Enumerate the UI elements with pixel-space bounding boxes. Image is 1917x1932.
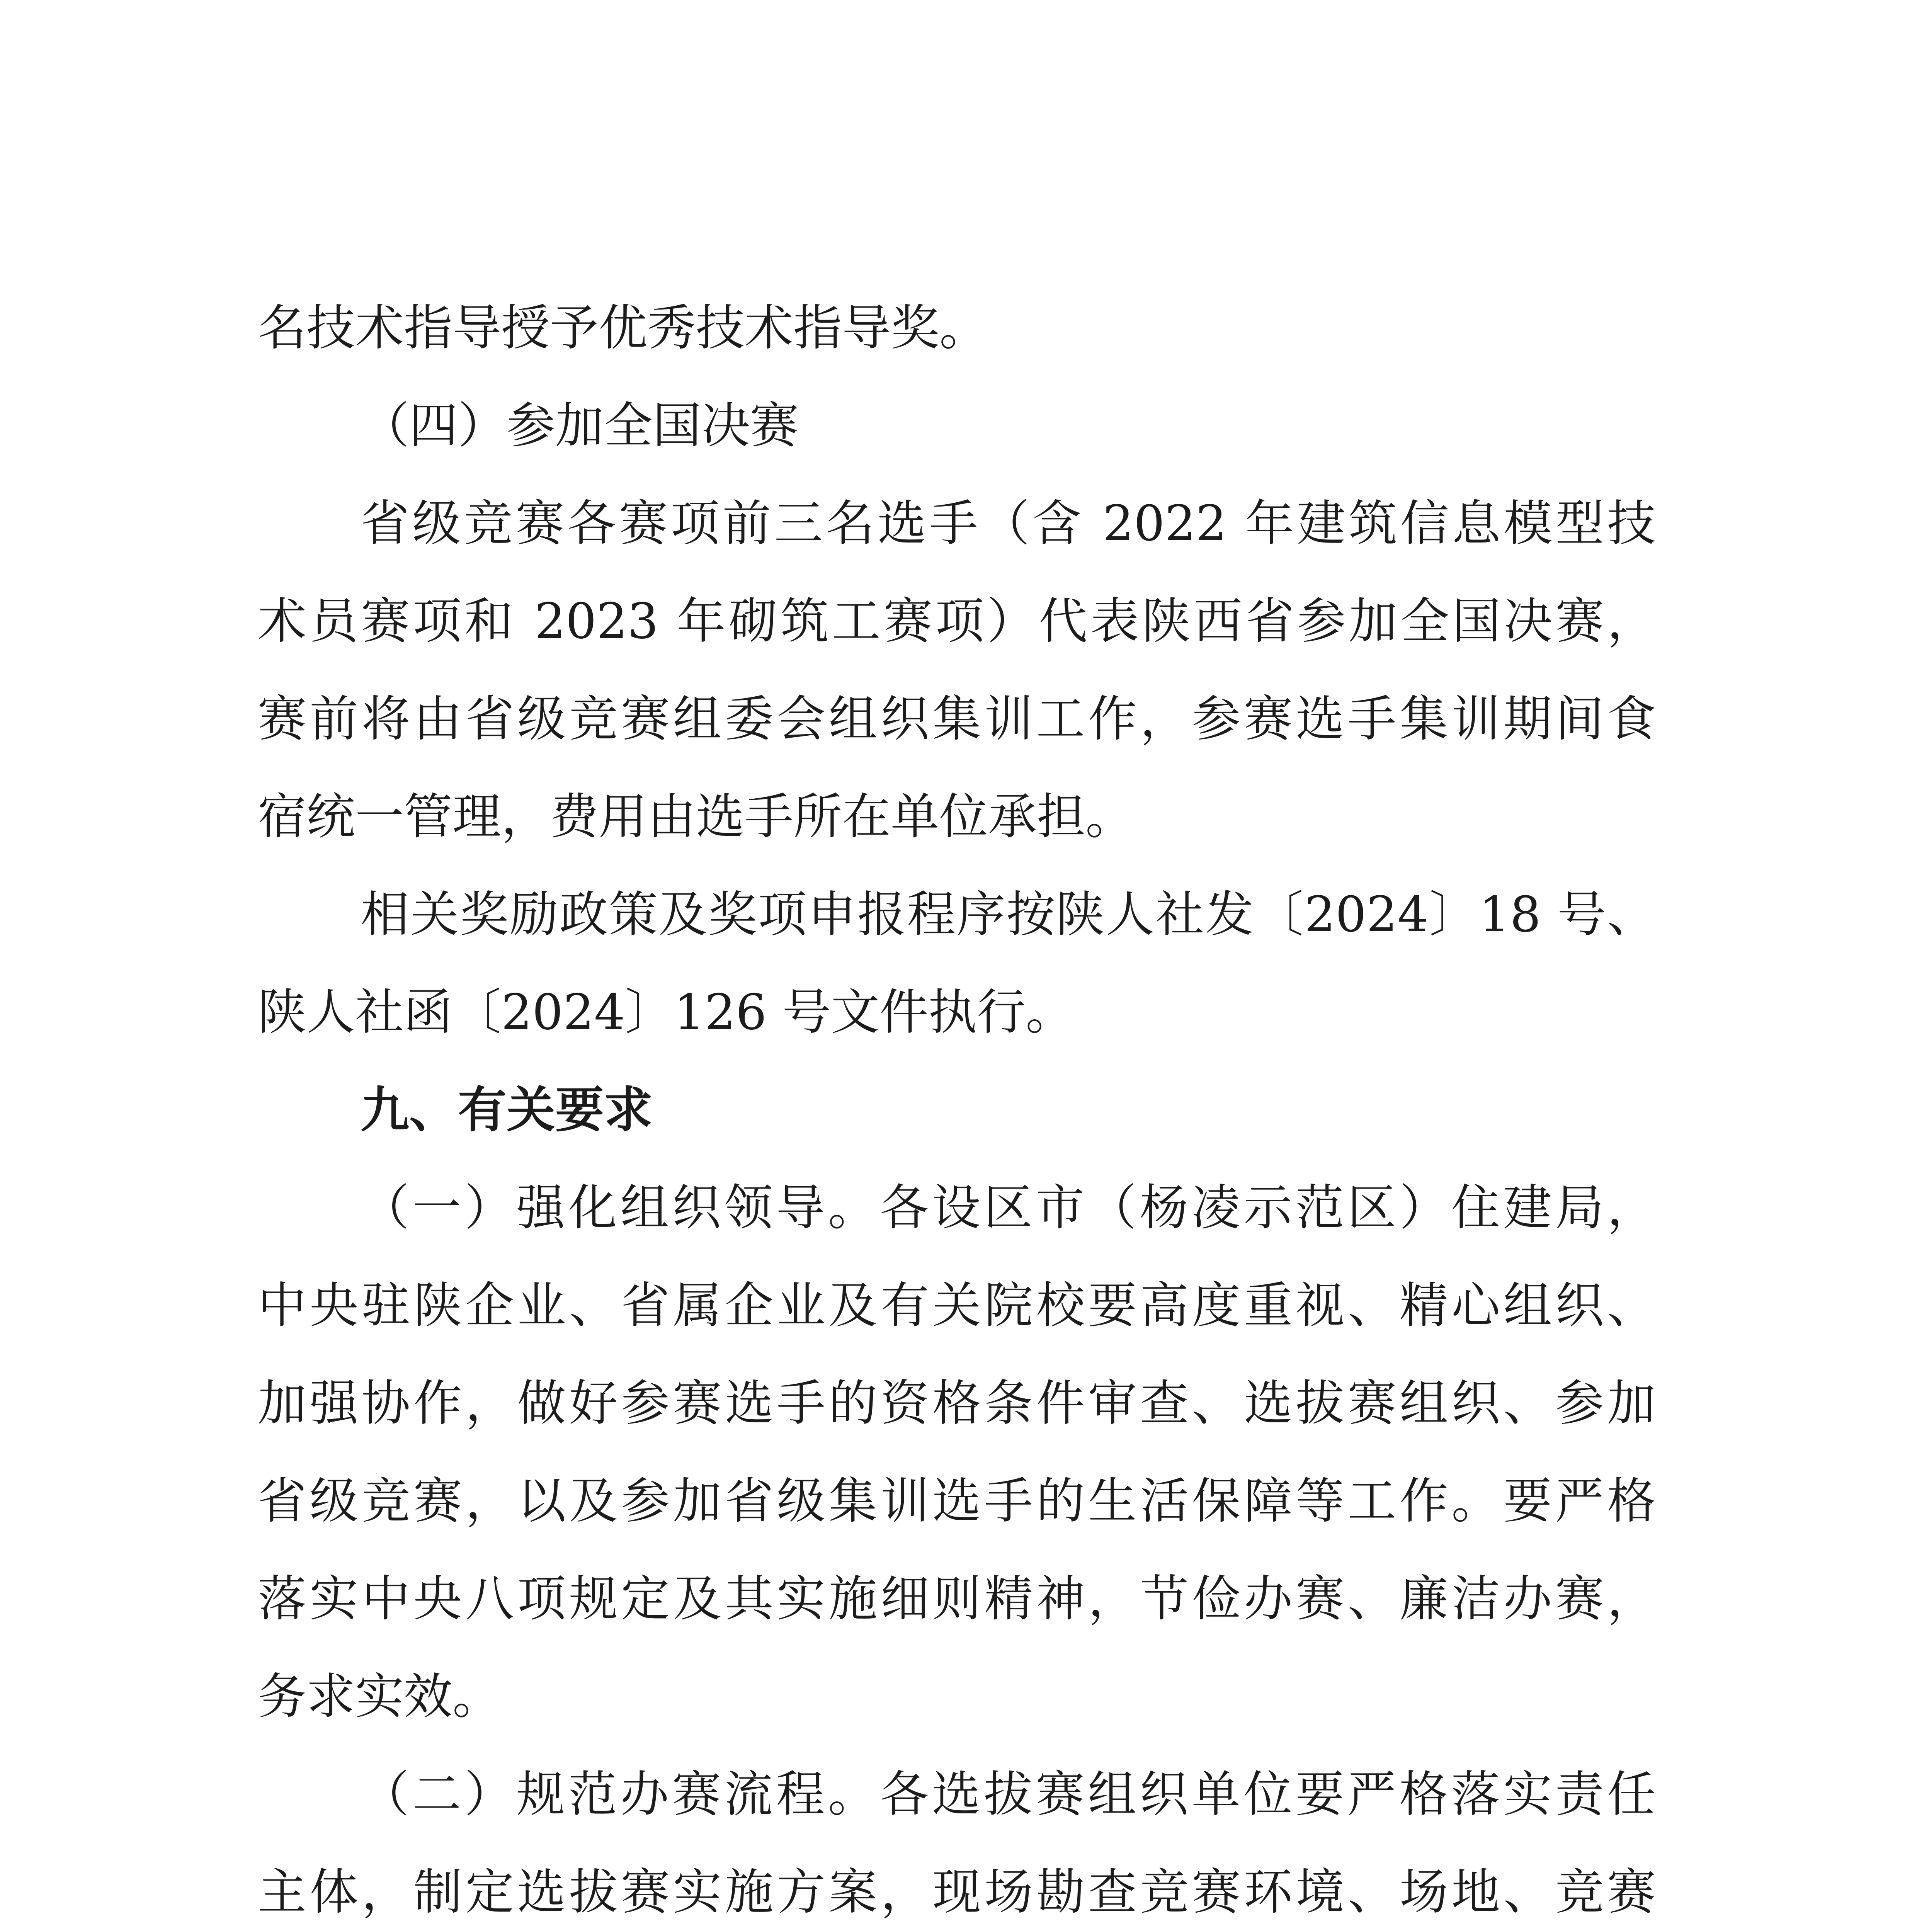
paragraph-line: 名技术指导授予优秀技术指导奖。 [258, 299, 988, 356]
paragraph-line: 省级竞赛，以及参加省级集训选手的生活保障等工作。要严格 [258, 1473, 1656, 1529]
paragraph-line: 加强协作，做好参赛选手的资格条件审查、选拔赛组织、参加 [258, 1375, 1656, 1432]
subsection-title-text: （四）参加全国决赛 [361, 397, 799, 454]
section-heading-text: 九、有关要求 [361, 1082, 653, 1138]
paragraph-line: 陕人社函〔2024〕126 号文件执行。 [258, 984, 1075, 1041]
paragraph-line: 主体，制定选拔赛实施方案，现场勘查竞赛环境、场地、竞赛 [258, 1864, 1656, 1920]
paragraph-line: 务求实效。 [258, 1668, 501, 1725]
paragraph-line: （一）强化组织领导。各设区市（杨凌示范区）住建局， [361, 1179, 1656, 1236]
paragraph-line: 宿统一管理，费用由选手所在单位承担。 [258, 788, 1134, 845]
paragraph-line: 省级竞赛各赛项前三名选手（含 2022 年建筑信息模型技 [361, 495, 1656, 552]
paragraph-line: 相关奖励政策及奖项申报程序按陕人社发〔2024〕18 号、 [361, 886, 1656, 943]
paragraph-line: 术员赛项和 2023 年砌筑工赛项）代表陕西省参加全国决赛， [258, 593, 1656, 650]
paragraph-line: （二）规范办赛流程。各选拔赛组织单位要严格落实责任 [361, 1766, 1656, 1823]
paragraph-line: 中央驻陕企业、省属企业及有关院校要高度重视、精心组织、 [258, 1277, 1656, 1334]
paragraph-line: 落实中央八项规定及其实施细则精神，节俭办赛、廉洁办赛， [258, 1570, 1656, 1627]
paragraph-line: 赛前将由省级竞赛组委会组织集训工作，参赛选手集训期间食 [258, 690, 1656, 747]
